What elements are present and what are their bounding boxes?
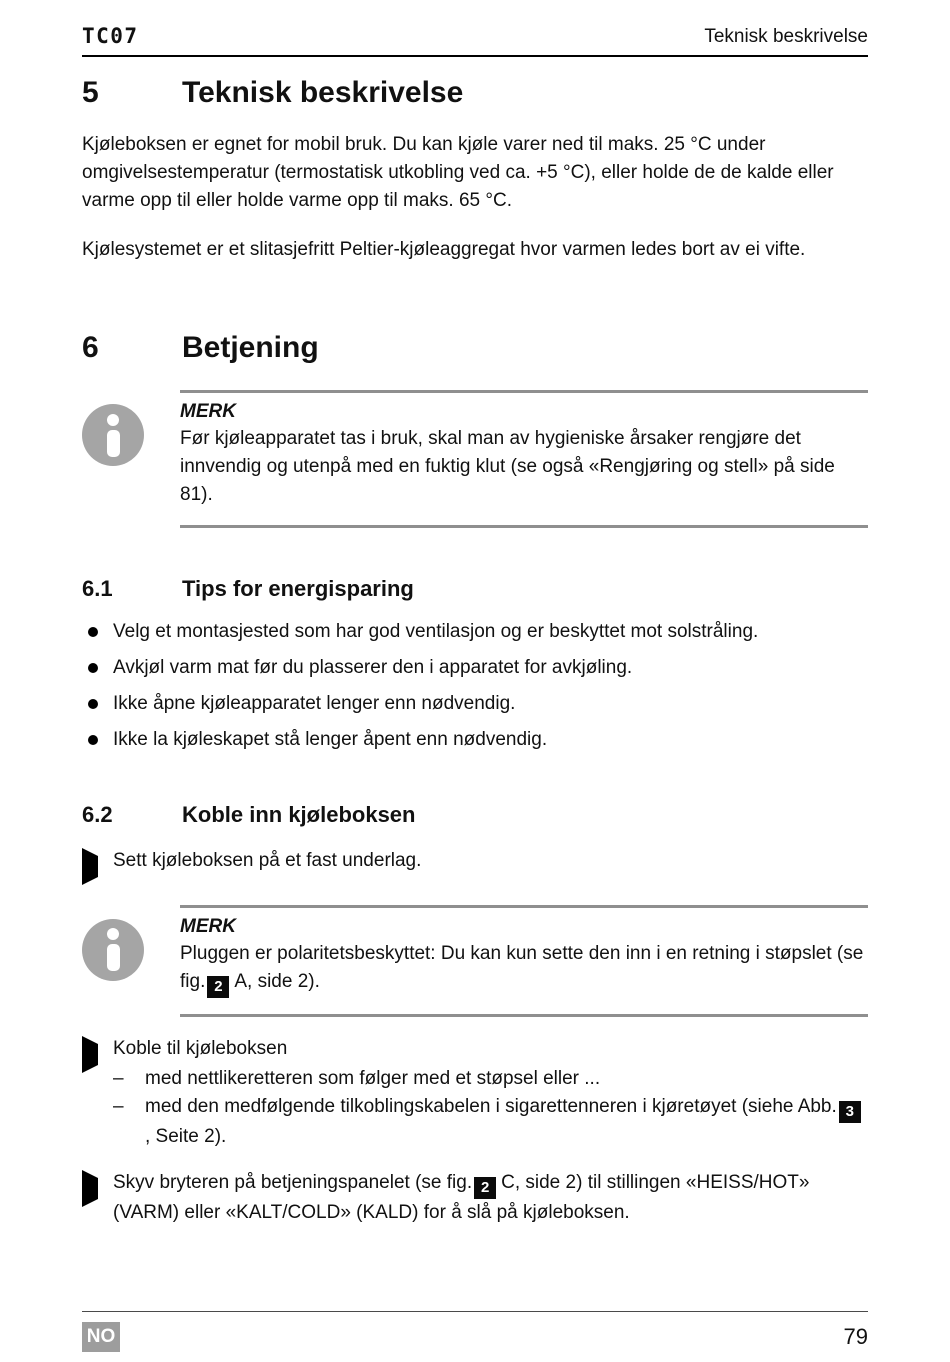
figure-reference-badge: 3 [839, 1101, 861, 1123]
product-code: TC07 [82, 24, 139, 48]
section-6-1-heading [82, 576, 868, 602]
instruction-step [82, 1169, 868, 1227]
arrow-bullet-icon [82, 1169, 113, 1227]
bullet-dot-icon [88, 735, 98, 745]
bullet-dot-icon [88, 627, 98, 637]
section-5-number: 5 [82, 76, 99, 109]
step-text [113, 1035, 868, 1151]
bullet-item [82, 726, 868, 754]
info-icon-circle [82, 919, 144, 981]
bullet-text: Avkjøl varm mat før du plasserer den i apparatet for avkjøling. [113, 657, 633, 679]
note-text: Før kjøleapparatet tas i bruk, skal man av hygieniske årsaker rengjøre det innvendig og utenpå med en fuktig klut (se også «Rengjøring og stell» på side 81). [180, 428, 835, 505]
section-6-1-number: 6.1 [82, 576, 113, 601]
bullet-item [82, 654, 868, 682]
note-text-post: A, side 2). [234, 970, 320, 992]
language-badge: NO [82, 1322, 120, 1352]
dash-bullet-icon: – [113, 1067, 124, 1089]
page-header [82, 0, 868, 57]
page-footer [82, 1322, 868, 1352]
section-5-title: Teknisk beskrivelse [182, 76, 464, 109]
bullet-text: Ikke åpne kjøleapparatet lenger enn nødvendig. [113, 693, 516, 715]
note-body [180, 390, 868, 528]
section-5-paragraph-2: Kjølesystemet er et slitasjefritt Peltier-kjøleaggregat hvor varmen ledes bort av ei vifte. [82, 239, 806, 260]
step-text [113, 1169, 868, 1227]
note-body [180, 905, 868, 1017]
substep-item [113, 1065, 868, 1093]
step-text: Sett kjøleboksen på et fast underlag. [113, 849, 422, 871]
note-text [180, 940, 868, 998]
bullet-text: Velg et montasjested som har god ventilasjon og er beskyttet mot solstråling. [113, 621, 759, 643]
substep-text-pre: med den medfølgende tilkoblingskabelen i sigarettenneren i kjøretøyet (siehe Abb. [145, 1095, 837, 1117]
section-5-paragraph-1: Kjøleboksen er egnet for mobil bruk. Du kan kjøle varer ned til maks. 25 °C under omgivelsestemperatur (termostatisk utkobling ved ca. +5 °C), eller holde de de kalde eller varme opp til eller holde varme opp til maks. 65 °C. [82, 134, 834, 211]
bullet-item [82, 618, 868, 646]
note-block-2 [82, 905, 868, 1017]
footer-divider [82, 1311, 868, 1312]
info-icon-circle [82, 404, 144, 466]
instruction-step [82, 1035, 868, 1151]
info-icon-stem [107, 430, 120, 457]
arrow-bullet-icon [82, 1035, 113, 1151]
substep-item [113, 1093, 868, 1151]
dash-bullet-icon: – [113, 1095, 124, 1117]
instruction-step [82, 847, 868, 881]
note-block-1 [82, 390, 868, 528]
bullet-text: Ikke la kjøleskapet stå lenger åpent enn nødvendig. [113, 729, 548, 751]
step-text-pre: Skyv bryteren på betjeningspanelet (se fig. [113, 1171, 473, 1193]
section-6-2-number: 6.2 [82, 802, 113, 828]
note-label: MERK [180, 915, 236, 937]
note-text-pre: Pluggen er polaritetsbeskyttet: Du kan kun sette den inn i en retning i støpslet (se fig. [180, 942, 864, 992]
bullet-item [82, 690, 868, 718]
section-6-1-title: Tips for energisparing [182, 576, 414, 601]
header-chapter-title: Teknisk beskrivelse [704, 26, 868, 47]
info-icon-dot [107, 928, 119, 940]
section-6-2-title: Koble inn kjøleboksen [182, 802, 416, 828]
bullet-dot-icon [88, 663, 98, 673]
note-label: MERK [180, 401, 236, 422]
step-text-post: C, side 2) til stillingen «HEISS/HOT» (VARM) eller «KALT/COLD» (KALD) for å slå på kjøleboksen. [113, 1171, 810, 1223]
substep-text: med nettlikeretteren som følger med et støpsel eller ... [145, 1067, 601, 1089]
section-6-heading [82, 330, 868, 366]
page-number: 79 [843, 1324, 868, 1349]
bullet-dot-icon [88, 699, 98, 709]
section-5-heading [82, 75, 868, 111]
substep-list [113, 1065, 868, 1151]
info-icon [82, 390, 180, 528]
figure-reference-badge: 2 [474, 1177, 496, 1199]
arrow-bullet-icon [82, 847, 113, 881]
section-6-2-heading [82, 802, 868, 828]
step-text-line: Koble til kjøleboksen [113, 1037, 288, 1059]
figure-reference-badge: 2 [207, 976, 229, 998]
section-6-number: 6 [82, 331, 99, 364]
info-icon [82, 905, 180, 1017]
info-icon-dot [107, 414, 119, 426]
cut-off-text-artifact [82, 1356, 602, 1362]
info-icon-stem [107, 944, 120, 971]
substep-text [145, 1093, 868, 1151]
section-6-title: Betjening [182, 331, 319, 364]
substep-text-post: , Seite 2). [145, 1125, 227, 1147]
